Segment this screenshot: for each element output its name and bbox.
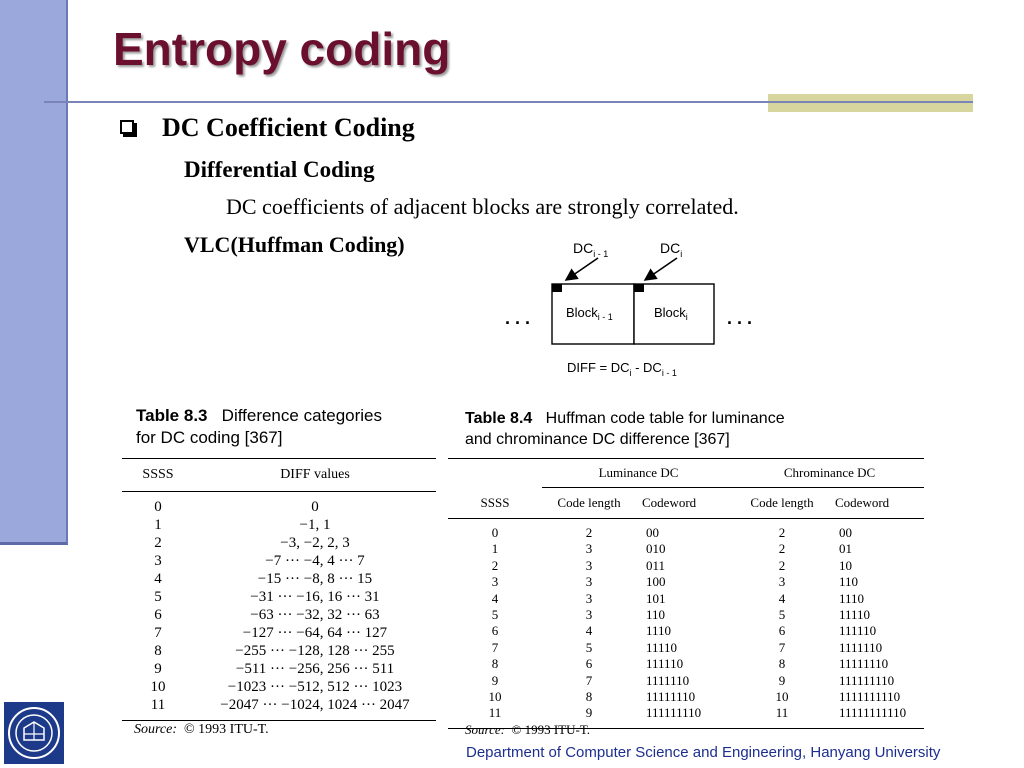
arrow-prev	[566, 258, 598, 280]
table84-header-chr-length: Code length	[735, 488, 829, 519]
lum-code-length-cell: 5	[585, 639, 593, 655]
lum-codeword-cell: 101	[646, 590, 666, 606]
diff-values-cell: −31 ··· −16, 16 ··· 31	[250, 589, 380, 605]
diff-values-cell: −1, 1	[299, 517, 331, 533]
chr-code-length-cell: 9	[778, 672, 786, 688]
chr-code-length-cell: 3	[778, 574, 786, 590]
ssss-cell: 11	[122, 696, 194, 721]
chr-codeword-cell: 11111111110	[829, 705, 924, 728]
chr-code-length-cell: 2	[778, 525, 786, 540]
chr-code-length-cell: 10	[775, 689, 789, 705]
table83-caption	[136, 405, 382, 449]
ssss-cell: 8	[154, 643, 162, 659]
ellipsis-left: . . .	[505, 308, 531, 328]
ssss-cell: 0	[491, 525, 499, 540]
lum-codeword-cell: 011	[646, 557, 666, 573]
chr-codeword-cell: 1111111110	[839, 689, 901, 705]
footer-text: Department of Computer Science and Engineering, Hanyang University	[466, 744, 941, 761]
chr-codeword-cell: 00	[839, 525, 852, 540]
block-cur-label: Block$_i$	[654, 305, 688, 322]
table84-group-luminance: Luminance DC	[542, 459, 735, 488]
table-row	[448, 689, 924, 705]
table-row	[122, 624, 436, 642]
chr-code-length-cell: 2	[778, 541, 786, 557]
lum-codeword-cell: 010	[646, 541, 666, 557]
table83-header-diff: DIFF values	[194, 459, 436, 492]
table83-source	[134, 722, 269, 738]
dc-marker-prev	[552, 284, 562, 292]
diff-values-cell: −7 ··· −4, 4 ··· 7	[265, 553, 365, 569]
ssss-cell: 5	[491, 607, 499, 623]
table83-caption-line1: Difference categories	[221, 406, 383, 425]
dc-cur-label: $DC_i$	[660, 240, 683, 259]
block-prev-label: Block$_{i - 1}$	[566, 305, 613, 322]
diff-values-cell: −127 ··· −64, 64 ··· 127	[242, 625, 388, 641]
table-row	[122, 516, 436, 534]
ssss-cell: 6	[491, 623, 499, 639]
chr-codeword-cell: 11111110	[839, 656, 889, 672]
slide-title: Entropy coding	[113, 23, 451, 75]
bullet-heading: DC Coefficient Coding	[162, 113, 415, 142]
table84-number: Table 8.4	[465, 410, 533, 427]
table84-caption	[465, 408, 785, 450]
chr-code-length-cell: 11	[735, 705, 829, 728]
table84-source-text: © 1993 ITU-T.	[511, 722, 591, 737]
diff-values-cell: −255 ··· −128, 128 ··· 255	[235, 643, 395, 659]
diff-values-cell: −1023 ··· −512, 512 ··· 1023	[227, 679, 403, 695]
table-row	[448, 640, 924, 656]
chr-code-length-cell: 7	[778, 639, 786, 655]
table-row	[448, 656, 924, 672]
table-row	[122, 606, 436, 624]
ssss-cell: 3	[491, 574, 499, 590]
ssss-cell: 1	[491, 541, 499, 557]
ssss-cell: 6	[154, 607, 162, 623]
lum-code-length-cell: 8	[585, 689, 593, 705]
lum-code-length-cell: 9	[542, 705, 636, 728]
table83	[122, 458, 436, 721]
table-row	[122, 642, 436, 660]
lum-codeword-cell: 111111110	[636, 705, 735, 728]
arrow-cur	[645, 258, 677, 280]
table-row	[448, 558, 924, 574]
table84-header-chr-codeword: Codeword	[829, 488, 924, 519]
diff-formula: DIFF = $DC_i - DC_{i - 1}$	[567, 360, 677, 378]
lum-codeword-cell: 11111110	[646, 689, 696, 705]
lum-code-length-cell: 3	[585, 590, 593, 606]
differential-description: DC coefficients of adjacent blocks are strongly correlated.	[226, 194, 739, 219]
table84-header-lum-length: Code length	[542, 488, 636, 519]
table-row	[448, 519, 924, 542]
diff-values-cell: −511 ··· −256, 256 ··· 511	[235, 661, 395, 677]
ssss-cell: 10	[150, 679, 166, 695]
chr-code-length-cell: 4	[778, 590, 786, 606]
table83-source-label: Source:	[134, 722, 178, 737]
lum-code-length-cell: 3	[585, 607, 593, 623]
diff-values-cell: −3, −2, 2, 3	[280, 535, 350, 551]
table-row	[122, 660, 436, 678]
chr-codeword-cell: 111111110	[839, 672, 895, 688]
table84-caption-line2: and chrominance DC difference [367]	[465, 431, 730, 448]
table84-caption-line1: Huffman code table for luminance	[545, 410, 785, 427]
table83-source-text: © 1993 ITU-T.	[184, 722, 269, 737]
table83-header-ssss: SSSS	[122, 459, 194, 492]
ellipsis-right: . . .	[727, 308, 753, 328]
ssss-cell: 9	[154, 661, 162, 677]
ssss-cell: 5	[154, 589, 162, 605]
table83-caption-line2: for DC coding [367]	[136, 428, 283, 447]
table-row	[448, 574, 924, 590]
table-row	[448, 541, 924, 557]
table84-header-ssss: SSSS	[448, 488, 542, 519]
chr-codeword-cell: 1111110	[839, 639, 883, 655]
chr-code-length-cell: 6	[778, 623, 786, 639]
chr-code-length-cell: 2	[778, 557, 786, 573]
table84-source	[465, 722, 590, 738]
ssss-cell: 3	[154, 553, 162, 569]
chr-codeword-cell: 111110	[839, 623, 877, 639]
dc-marker-cur	[634, 284, 644, 292]
diff-values-cell: 0	[311, 499, 319, 515]
ssss-cell: 7	[491, 639, 499, 655]
chr-codeword-cell: 11110	[839, 607, 871, 623]
lum-codeword-cell: 100	[646, 574, 666, 590]
lum-code-length-cell: 3	[585, 541, 593, 557]
ssss-cell: 9	[491, 672, 499, 688]
table84-header-lum-codeword: Codeword	[636, 488, 735, 519]
table-row	[122, 534, 436, 552]
lum-code-length-cell: 3	[585, 574, 593, 590]
ssss-cell: 4	[154, 571, 162, 587]
diff-values-cell: −15 ··· −8, 8 ··· 15	[257, 571, 373, 587]
table-row	[122, 678, 436, 696]
lum-code-length-cell: 2	[585, 525, 593, 540]
ssss-cell: 10	[488, 689, 502, 705]
table84-source-label: Source:	[465, 722, 505, 737]
chr-codeword-cell: 110	[839, 574, 859, 590]
table-row	[448, 607, 924, 623]
table-row	[122, 696, 436, 721]
ssss-cell: 4	[491, 590, 499, 606]
ssss-cell: 8	[491, 656, 499, 672]
diff-values-cell: −63 ··· −32, 32 ··· 63	[250, 607, 380, 623]
lum-codeword-cell: 11110	[646, 639, 678, 655]
table-row	[122, 588, 436, 606]
lum-code-length-cell: 4	[585, 623, 593, 639]
subheading-differential: Differential Coding	[184, 157, 375, 182]
table84-group-chrominance: Chrominance DC	[735, 459, 924, 488]
table-row	[448, 673, 924, 689]
ssss-cell: 7	[154, 625, 162, 641]
ssss-cell: 0	[154, 499, 162, 515]
lum-codeword-cell: 00	[646, 525, 659, 540]
university-logo-icon	[0, 698, 68, 768]
lum-codeword-cell: 1111110	[646, 672, 690, 688]
table83-number: Table 8.3	[136, 406, 208, 425]
chr-codeword-cell: 01	[839, 541, 852, 557]
table-row	[122, 570, 436, 588]
ssss-cell: 1	[154, 517, 162, 533]
ssss-cell: 11	[448, 705, 542, 728]
lum-code-length-cell: 3	[585, 557, 593, 573]
chr-codeword-cell: 1110	[839, 590, 865, 606]
diff-values-cell: −2047 ··· −1024, 1024 ··· 2047	[194, 696, 436, 721]
chr-codeword-cell: 10	[839, 557, 852, 573]
dc-prev-label: $DC_{i - 1}$	[573, 240, 609, 259]
lum-codeword-cell: 110	[646, 607, 666, 623]
lum-code-length-cell: 7	[585, 672, 593, 688]
title-accent-bar	[768, 94, 973, 112]
table-row	[122, 492, 436, 517]
lum-code-length-cell: 6	[585, 656, 593, 672]
slide-sidebar	[0, 0, 68, 545]
table-row	[448, 591, 924, 607]
dc-diff-diagram	[495, 232, 775, 382]
bullet-box-icon	[120, 120, 134, 134]
lum-codeword-cell: 1110	[646, 623, 672, 639]
ssss-cell: 2	[154, 535, 162, 551]
ssss-cell: 2	[491, 557, 499, 573]
table-row	[448, 623, 924, 639]
chr-code-length-cell: 8	[778, 656, 786, 672]
lum-codeword-cell: 111110	[646, 656, 684, 672]
subheading-vlc: VLC(Huffman Coding)	[184, 232, 405, 257]
table-row	[122, 552, 436, 570]
chr-code-length-cell: 5	[778, 607, 786, 623]
table84	[448, 458, 924, 729]
